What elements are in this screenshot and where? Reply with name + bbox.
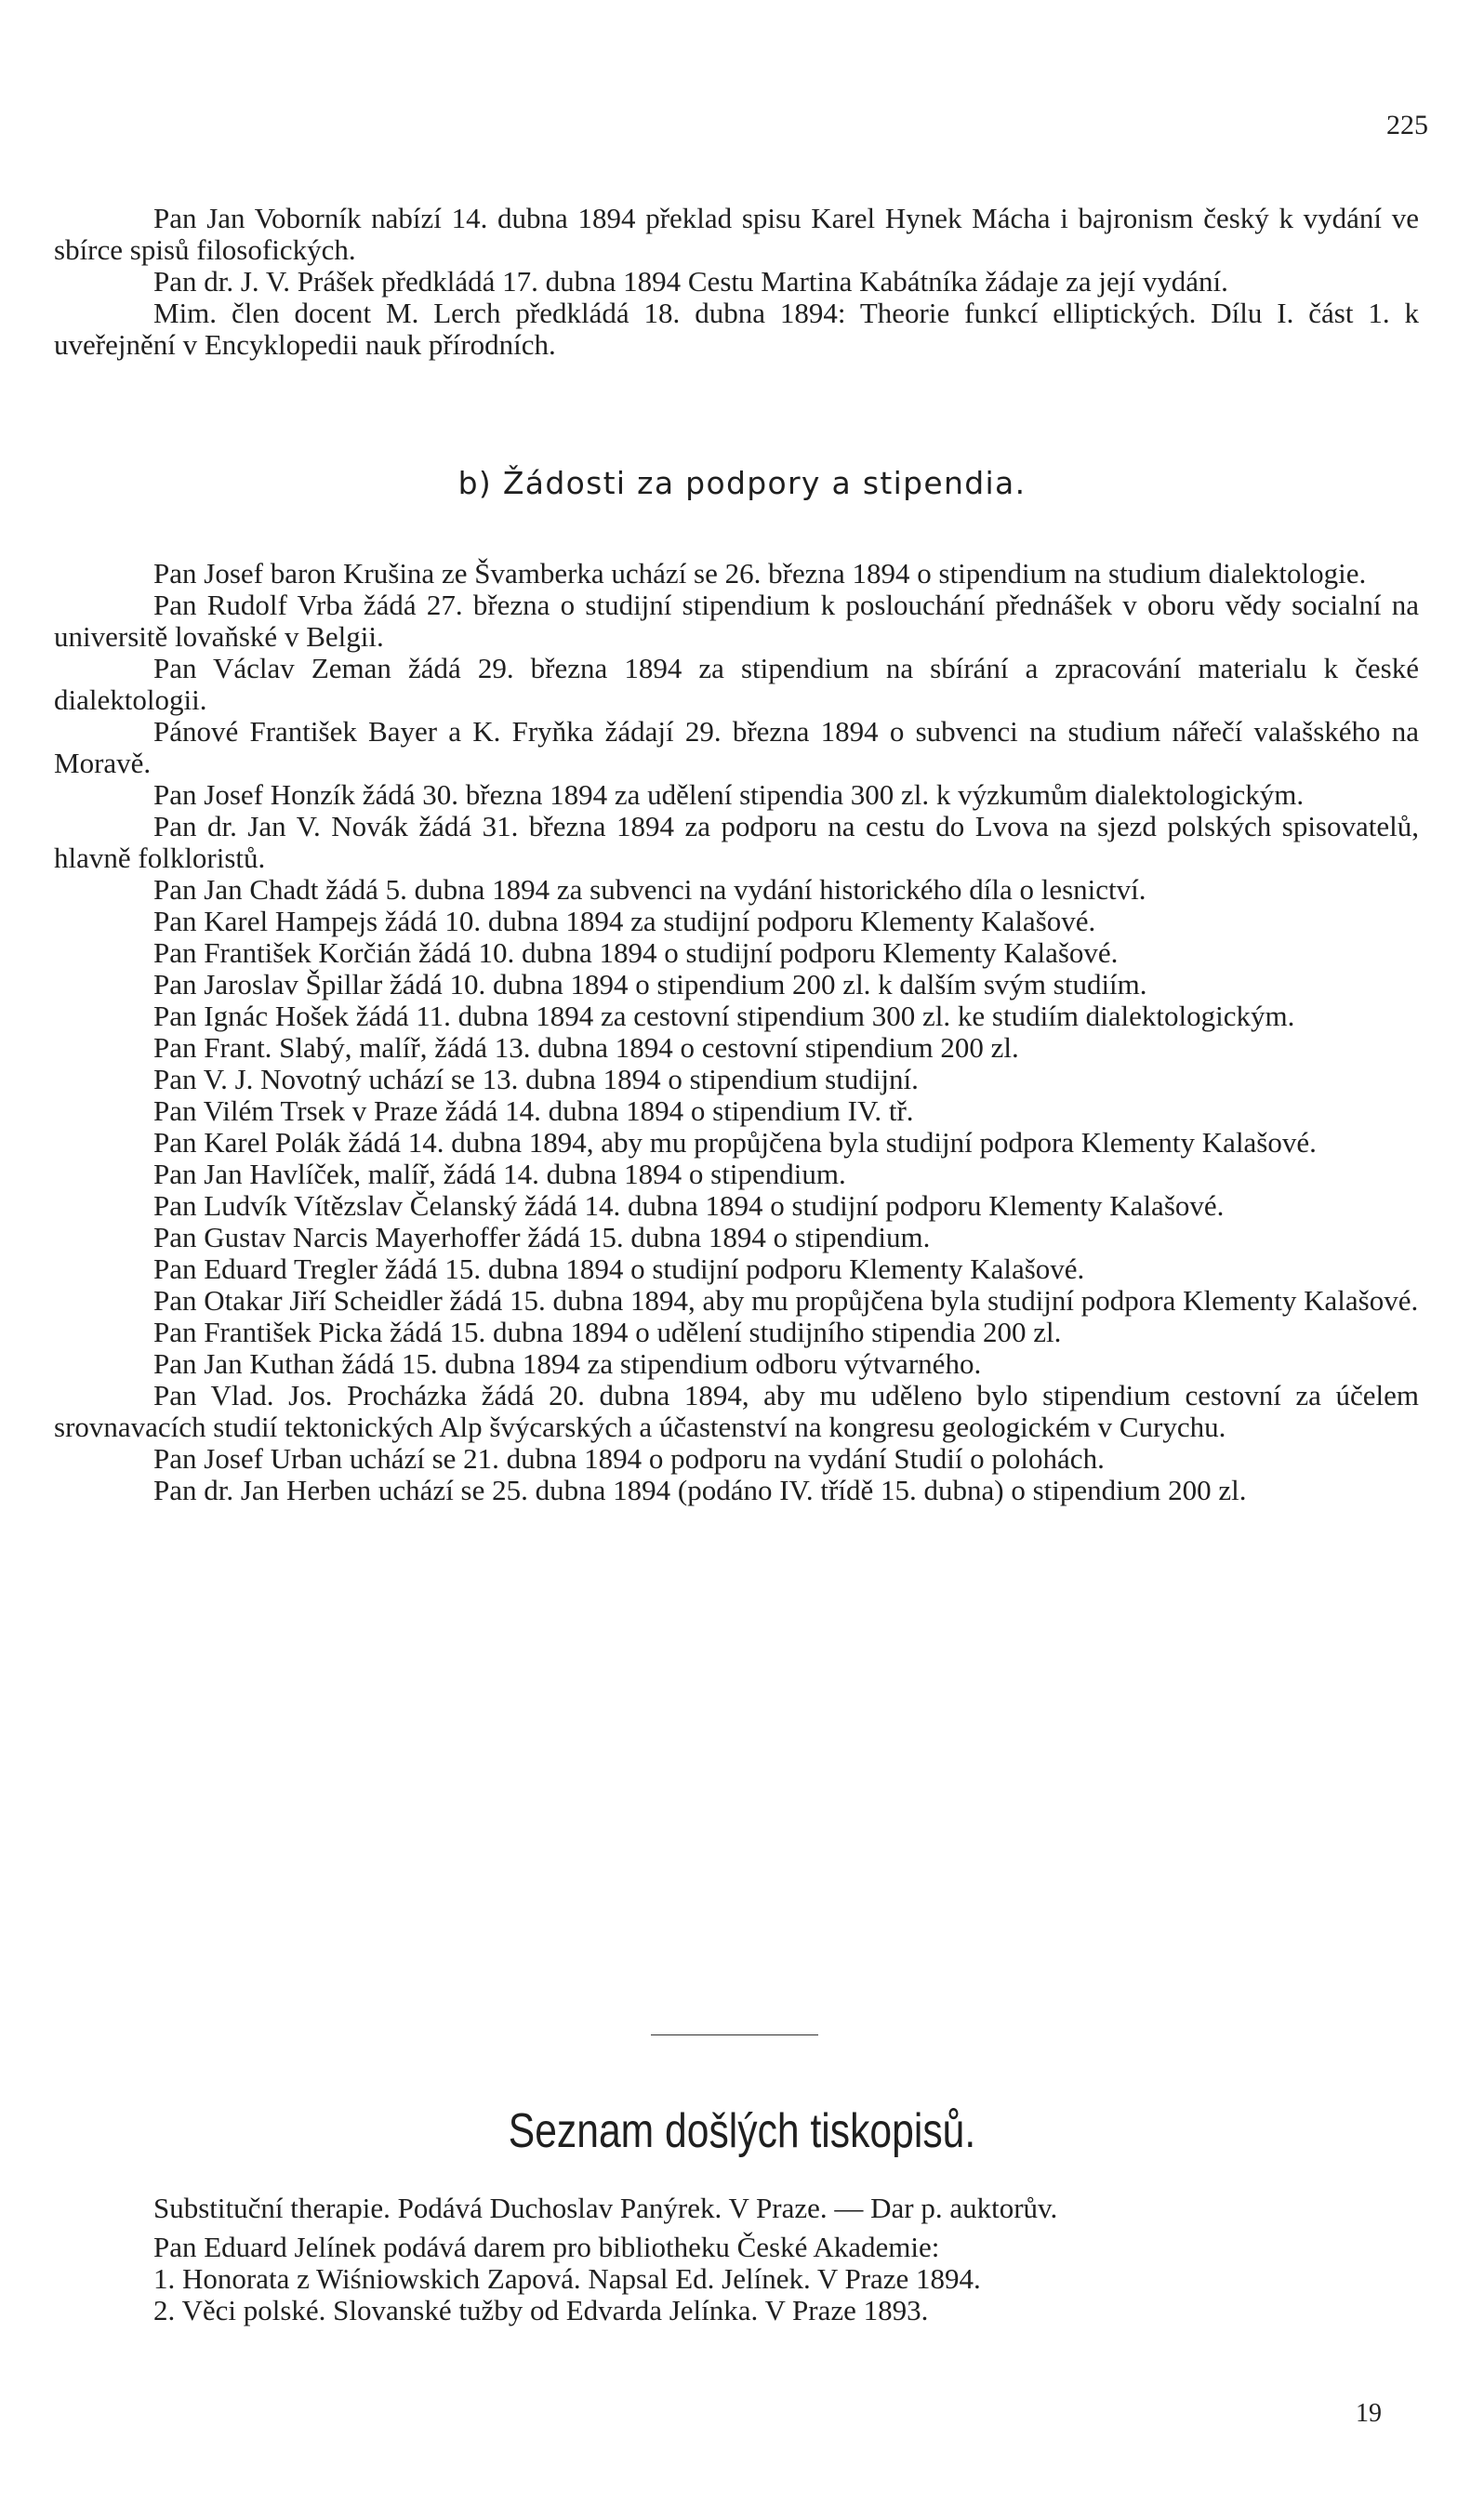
request-paragraph: Pan Karel Polák žádá 14. dubna 1894, aby mu propůjčena byla studijní podpora Klementy Kalašové. [153,1126,1317,1159]
request-paragraph: Pan Karel Hampejs žádá 10. dubna 1894 za studijní podporu Klementy Kalašové. [153,905,1096,937]
request-paragraph: Pan Václav Zeman žádá 29. března 1894 za stipendium na sbírání a zpracování materialu k české dialektologii. [54,652,1419,716]
page-number: 225 [1386,110,1428,140]
submissions-section [54,203,1419,361]
request-paragraph: Pan Jaroslav Špillar žádá 10. dubna 1894 o stipendium 200 zl. k dalším svým studiím. [153,968,1147,1001]
request-paragraph: Pan dr. Jan V. Novák žádá 31. března 1894 za podporu na cestu do Lvova na sjezd polských spisovatelů, hlavně folkloristů. [54,810,1419,874]
request-paragraph: Pan Vlad. Jos. Procházka žádá 20. dubna 1894, aby mu uděleno bylo stipendium cestovní za účelem srovnavacích studií tektonických Alp švýcarských a účastenství na kongresu geologickém v Curychu. [54,1379,1419,1443]
request-paragraph: Pan František Korčián žádá 10. dubna 1894 o studijní podporu Klementy Kalašové. [153,936,1119,969]
request-paragraph: Pan Eduard Tregler žádá 15. dubna 1894 o studijní podporu Klementy Kalašové. [153,1252,1085,1285]
request-paragraph: Pan Rudolf Vrba žádá 27. března o studijní stipendium k poslouchání přednášek v oboru vědy socialní na universitě lovaňské v Belgii. [54,589,1419,653]
request-paragraph: Pan V. J. Novotný uchází se 13. dubna 1894 o stipendium studijní. [153,1063,919,1095]
submission-paragraph: Pan dr. J. V. Prášek předkládá 17. dubna 1894 Cestu Martina Kabátníka žádaje za její vydání. [153,265,1228,298]
request-paragraph: Pan Jan Kuthan žádá 15. dubna 1894 za stipendium odboru výtvarného. [153,1347,982,1380]
request-paragraph: Pan Jan Chadt žádá 5. dubna 1894 za subvenci na vydání historického díla o lesnictví. [153,873,1146,906]
print-entry: Substituční therapie. Podává Duchoslav Panýrek. V Praze. — Dar p. auktorův. [153,2192,1058,2224]
request-paragraph: Pan Jan Havlíček, malíř, žádá 14. dubna 1894 o stipendium. [153,1158,846,1190]
submission-paragraph: Mim. člen docent M. Lerch předkládá 18. dubna 1894: Theorie funkcí elliptických. Dílu I. část 1. k uveřejnění v Encyklopedii nauk přírodních. [54,297,1419,361]
prints-section [54,2193,1419,2326]
request-paragraph: Pan Josef baron Krušina ze Švamberka uchází se 26. března 1894 o stipendium na studium dialektologie. [153,557,1367,590]
request-paragraph: Pan Otakar Jiří Scheidler žádá 15. dubna 1894, aby mu propůjčena byla studijní podpora Klementy Kalašové. [153,1284,1419,1317]
request-paragraph: Pan Ignác Hošek žádá 11. dubna 1894 za cestovní stipendium 300 zl. ke studiím dialektologickým. [153,1000,1295,1032]
request-paragraph: Pan Ludvík Vítězslav Čelanský žádá 14. dubna 1894 o studijní podporu Klementy Kalašové. [153,1189,1225,1222]
submission-paragraph: Pan Jan Voborník nabízí 14. dubna 1894 překlad spisu Karel Hynek Mácha i bajronism český k vydání ve sbírce spisů filosofických. [54,202,1419,266]
request-paragraph: Pan Gustav Narcis Mayerhoffer žádá 15. dubna 1894 o stipendium. [153,1221,931,1253]
section-divider [651,2034,818,2035]
prints-heading: Seznam došlých tiskopisů. [508,2104,976,2158]
request-paragraph: Pánové František Bayer a K. Fryňka žádají 29. března 1894 o subvenci na studium nářečí valašského na Moravě. [54,715,1419,779]
section-b-heading: b) Žádosti za podpory a stipendia. [457,465,1027,501]
print-list-item: 1. Honorata z Wiśniowskich Zapová. Napsal Ed. Jelínek. V Praze 1894. [153,2262,981,2295]
request-paragraph: Pan Josef Honzík žádá 30. března 1894 za udělení stipendia 300 zl. k výzkumům dialektologickým. [153,778,1305,811]
print-entry: Pan Eduard Jelínek podává darem pro bibliotheku České Akademie: [153,2231,940,2263]
request-paragraph: Pan Josef Urban uchází se 21. dubna 1894 o podporu na vydání Studií o polohách. [153,1442,1105,1475]
request-paragraph: Pan dr. Jan Herben uchází se 25. dubna 1894 (podáno IV. třídě 15. dubna) o stipendium 200 zl. [153,1474,1247,1506]
signature-mark: 19 [1356,2399,1382,2428]
request-paragraph: Pan Vilém Trsek v Praze žádá 14. dubna 1894 o stipendium IV. tř. [153,1094,914,1127]
print-list-item: 2. Věci polské. Slovanské tužby od Edvarda Jelínka. V Praze 1893. [153,2294,929,2326]
request-paragraph: Pan František Picka žádá 15. dubna 1894 o udělení studijního stipendia 200 zl. [153,1316,1062,1348]
request-paragraph: Pan Frant. Slabý, malíř, žádá 13. dubna 1894 o cestovní stipendium 200 zl. [153,1031,1019,1064]
requests-section [54,558,1419,1506]
